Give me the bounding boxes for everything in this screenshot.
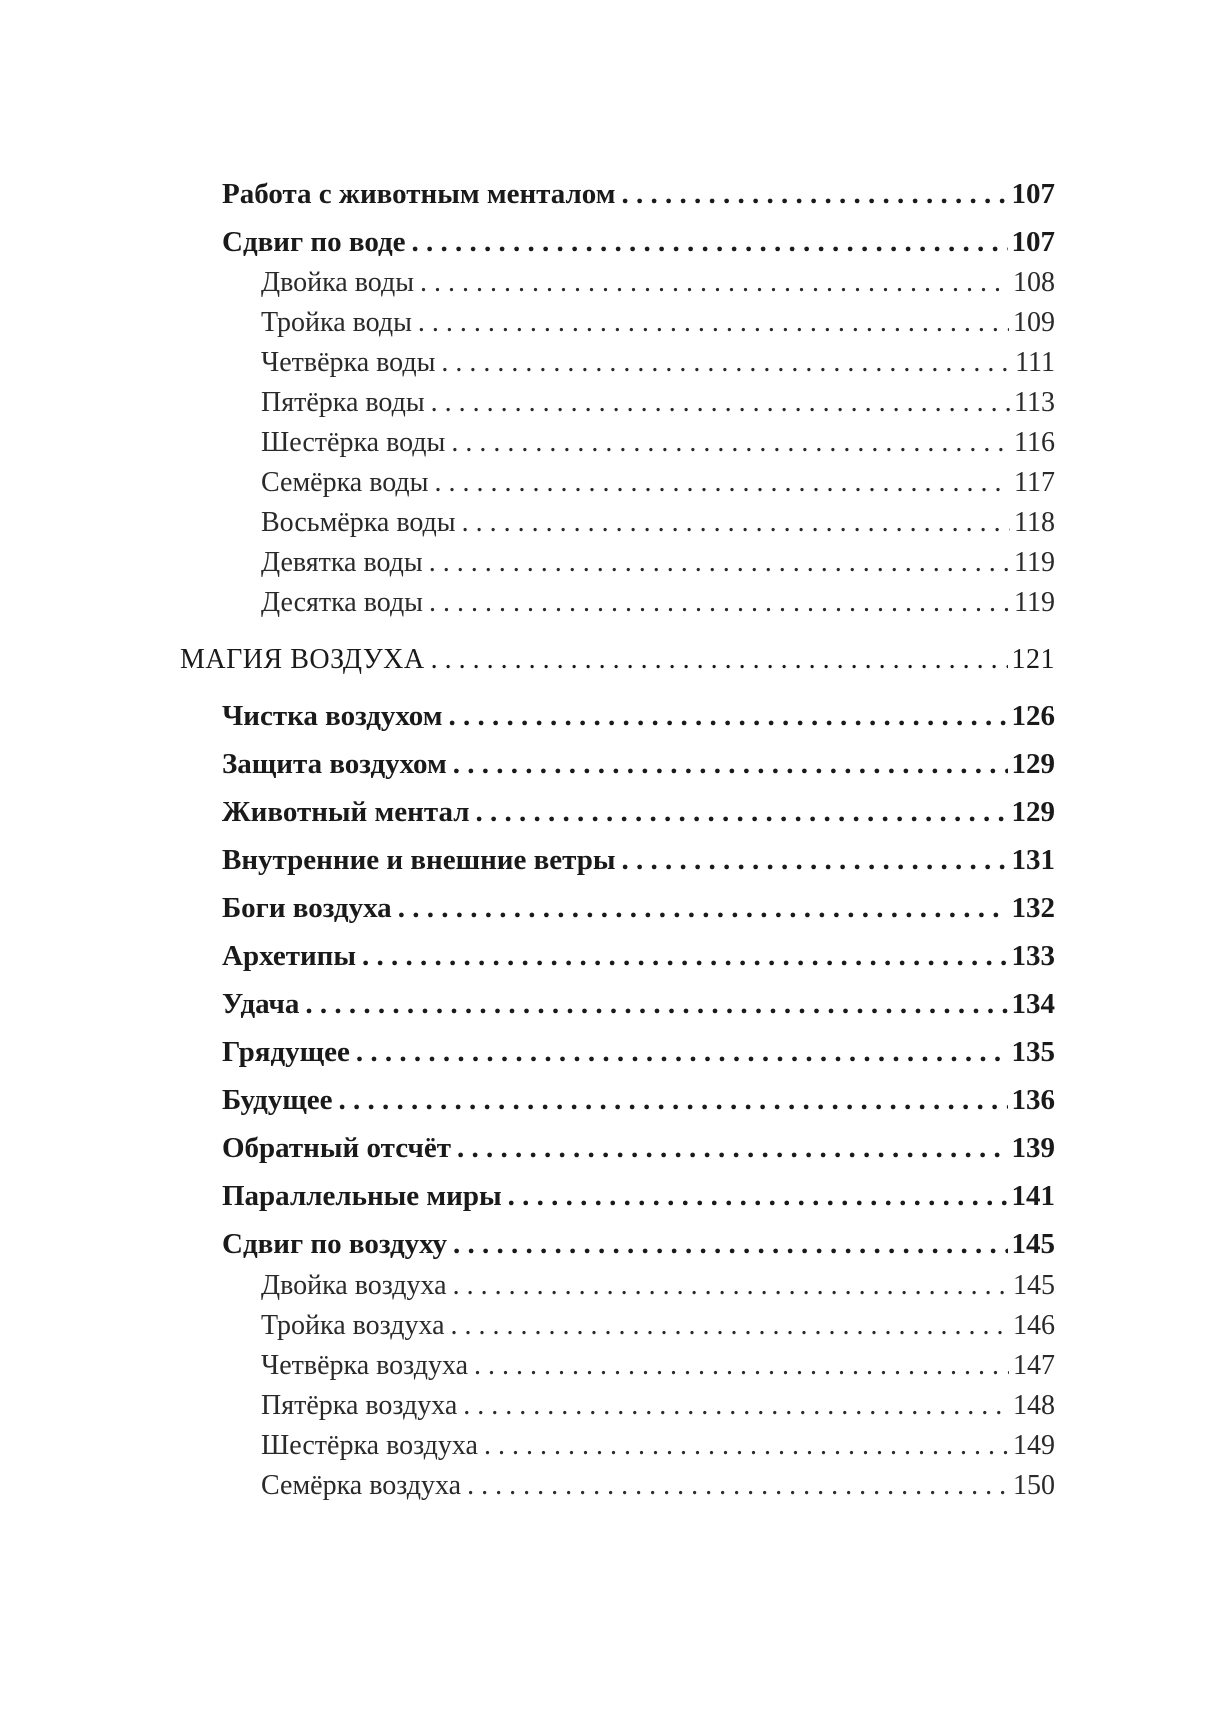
dot-leader [453, 748, 1008, 781]
toc-entry-title: Защита воздухом [222, 748, 447, 780]
dot-leader [451, 1310, 1009, 1342]
dot-leader [622, 178, 1008, 211]
toc-subentry[interactable] [0, 1350, 1205, 1384]
toc-subentry[interactable] [0, 307, 1205, 341]
toc-entry[interactable] [0, 940, 1205, 974]
toc-entry[interactable] [0, 700, 1205, 734]
toc-subentry[interactable] [0, 587, 1205, 621]
toc-entry-page: 129 [1011, 796, 1055, 828]
dot-leader [434, 467, 1010, 499]
dot-leader [412, 226, 1008, 259]
toc-entry-page: 118 [1014, 507, 1055, 538]
toc-entry-title: Архетипы [222, 940, 357, 972]
toc-entry-page: 121 [1011, 644, 1055, 675]
toc-entry-page: 126 [1011, 700, 1055, 732]
toc-entry-page: 132 [1011, 892, 1055, 924]
dot-leader [420, 267, 1009, 299]
toc-part-heading[interactable] [0, 644, 1205, 678]
toc-entry-title: Девятка воды [261, 547, 423, 578]
toc-entry-title: Пятёрка воздуха [261, 1390, 458, 1421]
dot-leader [453, 1270, 1009, 1302]
toc-entry-title: Четвёрка воздуха [261, 1350, 469, 1381]
toc-entry-page: 145 [1013, 1270, 1055, 1301]
toc-subentry[interactable] [0, 1430, 1205, 1464]
toc-subentry[interactable] [0, 467, 1205, 501]
toc-entry-page: 108 [1013, 267, 1055, 298]
toc-entry-title: Восьмёрка воды [261, 507, 456, 538]
toc-entry-page: 133 [1011, 940, 1055, 972]
dot-leader [339, 1084, 1008, 1117]
toc-entry-title: Работа с животным менталом [222, 178, 616, 210]
toc-entry-title: Сдвиг по воздуху [222, 1228, 448, 1260]
dot-leader [431, 644, 1008, 676]
toc-subentry[interactable] [0, 1470, 1205, 1504]
toc-entry-page: 131 [1011, 844, 1055, 876]
dot-leader [451, 427, 1010, 459]
toc-entry-page: 129 [1011, 748, 1055, 780]
toc-entry[interactable] [0, 1084, 1205, 1118]
toc-entry-title: Семёрка воды [261, 467, 429, 498]
toc-entry[interactable] [0, 988, 1205, 1022]
dot-leader [462, 507, 1010, 539]
toc-entry-page: 109 [1013, 307, 1055, 338]
toc-entry-title: Параллельные миры [222, 1180, 502, 1212]
toc-entry[interactable] [0, 1228, 1205, 1262]
toc-entry-page: 113 [1014, 387, 1055, 418]
toc-entry[interactable] [0, 892, 1205, 926]
dot-leader [418, 307, 1009, 339]
toc-entry-title: Тройка воздуха [261, 1310, 445, 1341]
toc-entry-page: 119 [1014, 587, 1055, 618]
toc-entry[interactable] [0, 226, 1205, 260]
dot-leader [457, 1132, 1008, 1165]
toc-subentry[interactable] [0, 1310, 1205, 1344]
toc-entry-page: 148 [1013, 1390, 1055, 1421]
toc-entry-title: Обратный отсчёт [222, 1132, 451, 1164]
toc-entry[interactable] [0, 1132, 1205, 1166]
toc-entry-title: Будущее [222, 1084, 333, 1116]
toc-entry-title: Шестёрка воды [261, 427, 446, 458]
toc-subentry[interactable] [0, 387, 1205, 421]
toc-entry-title: Шестёрка воздуха [261, 1430, 478, 1461]
toc-entry-page: 134 [1011, 988, 1055, 1020]
dot-leader [431, 387, 1010, 419]
dot-leader [398, 892, 1008, 925]
toc-entry-title: Пятёрка воды [261, 387, 425, 418]
toc-entry-page: 135 [1011, 1036, 1055, 1068]
dot-leader [467, 1470, 1009, 1502]
toc-subentry[interactable] [0, 347, 1205, 381]
dot-leader [484, 1430, 1009, 1462]
toc-entry-page: 111 [1015, 347, 1055, 378]
toc-entry-page: 145 [1011, 1228, 1055, 1260]
toc-entry-title: МАГИЯ ВОЗДУХА [180, 644, 425, 675]
toc-subentry[interactable] [0, 267, 1205, 301]
toc-entry-title: Боги воздуха [222, 892, 392, 924]
dot-leader [305, 988, 1007, 1021]
dot-leader [449, 700, 1008, 733]
toc-entry-title: Двойка воздуха [261, 1270, 447, 1301]
toc-entry-page: 119 [1014, 547, 1055, 578]
dot-leader [474, 1350, 1009, 1382]
toc-entry-title: Тройка воды [261, 307, 412, 338]
toc-entry-page: 150 [1013, 1470, 1055, 1501]
toc-entry[interactable] [0, 1180, 1205, 1214]
toc-entry-page: 107 [1011, 178, 1055, 210]
toc-entry-title: Животный ментал [222, 796, 470, 828]
toc-subentry[interactable] [0, 547, 1205, 581]
toc-entry-page: 136 [1011, 1084, 1055, 1116]
toc-entry[interactable] [0, 1036, 1205, 1070]
toc-entry-title: Удача [222, 988, 300, 1020]
toc-entry-title: Чистка воздухом [222, 700, 443, 732]
toc-subentry[interactable] [0, 1270, 1205, 1304]
toc-entry-page: 139 [1011, 1132, 1055, 1164]
dot-leader [441, 347, 1011, 379]
toc-entry-title: Сдвиг по воде [222, 226, 406, 258]
toc-entry-title: Двойка воды [261, 267, 415, 298]
dot-leader [475, 796, 1007, 829]
toc-entry-page: 141 [1011, 1180, 1055, 1212]
toc-entry-page: 149 [1013, 1430, 1055, 1461]
toc-entry-page: 116 [1014, 427, 1055, 458]
dot-leader [356, 1036, 1008, 1069]
toc-entry[interactable] [0, 796, 1205, 830]
toc-entry-page: 107 [1011, 226, 1055, 258]
toc-entry[interactable] [0, 844, 1205, 878]
dot-leader [463, 1390, 1009, 1422]
toc-entry-title: Грядущее [222, 1036, 350, 1068]
dot-leader [362, 940, 1007, 973]
toc-subentry[interactable] [0, 1390, 1205, 1424]
toc-entry-page: 117 [1014, 467, 1055, 498]
toc-entry-title: Семёрка воздуха [261, 1470, 462, 1501]
dot-leader [453, 1228, 1007, 1261]
dot-leader [622, 844, 1008, 877]
toc-entry[interactable] [0, 748, 1205, 782]
toc-entry-page: 146 [1013, 1310, 1055, 1341]
dot-leader [508, 1180, 1008, 1213]
dot-leader [429, 547, 1010, 579]
dot-leader [429, 587, 1010, 619]
toc-entry-title: Четвёрка воды [261, 347, 436, 378]
toc-entry[interactable] [0, 178, 1205, 212]
toc-subentry[interactable] [0, 427, 1205, 461]
toc-subentry[interactable] [0, 507, 1205, 541]
toc-entry-title: Внутренние и внешние ветры [222, 844, 616, 876]
toc-entry-title: Десятка воды [261, 587, 423, 618]
toc-entry-page: 147 [1013, 1350, 1055, 1381]
